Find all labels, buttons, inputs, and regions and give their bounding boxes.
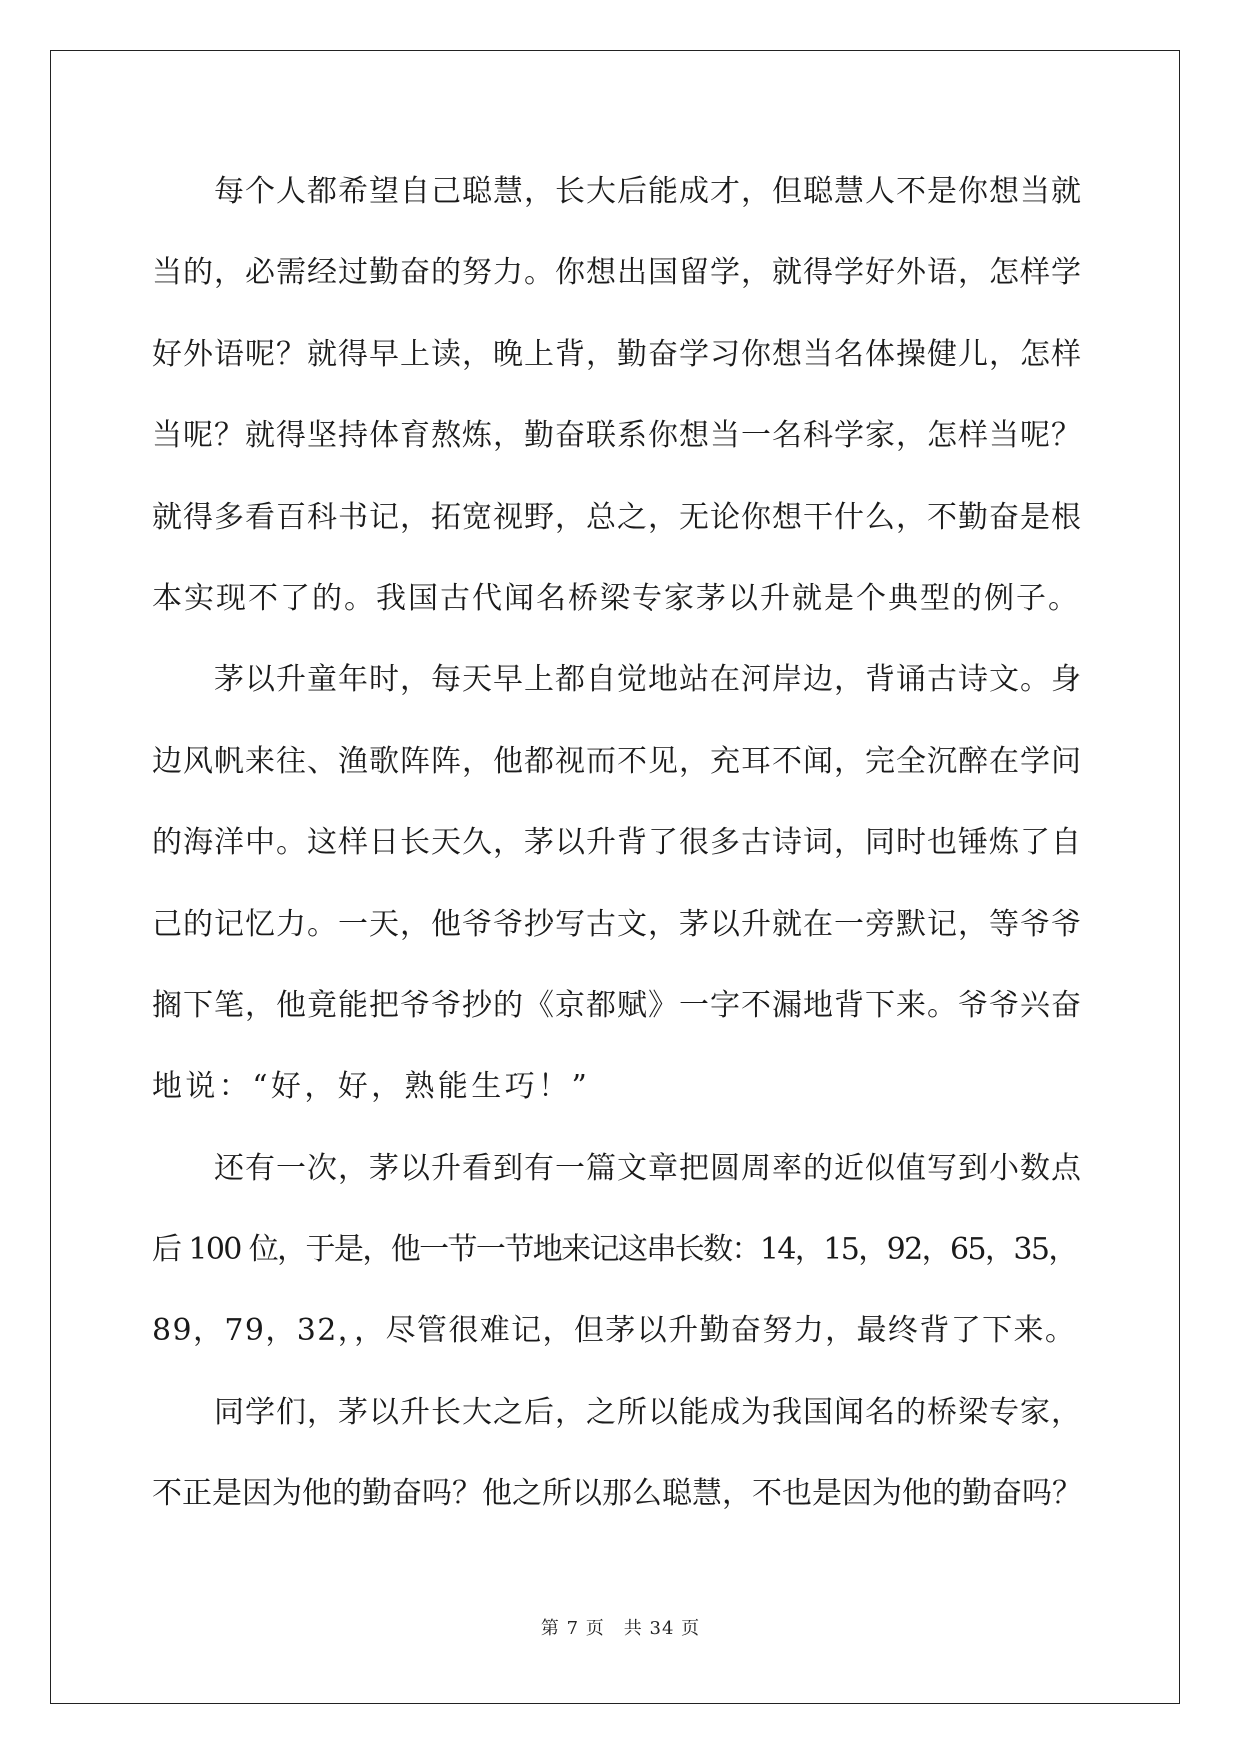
text-line: 89，79，32，，尽管很难记，但茅以升勤奋努力，最终背了下来。: [152, 1313, 1077, 1349]
text-line: 搁下笔，他竟能把爷爷抄的《京都赋》一字不漏地背下来。爷爷兴奋: [152, 987, 1082, 1023]
text-line: 己的记忆力。一天，他爷爷抄写古文，茅以升就在一旁默记，等爷爷: [152, 906, 1082, 942]
text-line: 不正是因为他的勤奋吗？他之所以那么聪慧，不也是因为他的勤奋吗？: [152, 1476, 1082, 1512]
document-body: [152, 162, 1082, 1546]
text-line: 茅以升童年时，每天早上都自觉地站在河岸边，背诵古诗文。身: [214, 662, 1082, 698]
text-line: 就得多看百科书记，拓宽视野，总之，无论你想干什么，不勤奋是根: [152, 499, 1082, 535]
text-line: 同学们，茅以升长大之后，之所以能成为我国闻名的桥梁专家，: [214, 1394, 1082, 1430]
text-line: 后 100 位，于是，他一节一节地来记这串长数：14，15，92，65，35，: [152, 1232, 1077, 1268]
text-line: 本实现不了的。我国古代闻名桥梁专家茅以升就是个典型的例子。: [152, 580, 1080, 616]
page-number-footer: 第 7 页 共 34 页: [540, 1618, 701, 1639]
text-line: 的海洋中。这样日长天久，茅以升背了很多古诗词，同时也锤炼了自: [152, 825, 1082, 861]
text-line: 当的，必需经过勤奋的努力。你想出国留学，就得学好外语，怎样学: [152, 255, 1082, 291]
text-line: 当呢？就得坚持体育熬炼，勤奋联系你想当一名科学家，怎样当呢？: [152, 418, 1082, 454]
text-line: 还有一次，茅以升看到有一篇文章把圆周率的近似值写到小数点: [214, 1150, 1082, 1186]
text-line: 边风帆来往、渔歌阵阵，他都视而不见，充耳不闻，完全沉醉在学问: [152, 743, 1082, 779]
text-line: 好外语呢？就得早上读，晚上背，勤奋学习你想当名体操健儿，怎样: [152, 336, 1082, 372]
text-line: 地说：“好，好，熟能生巧！”: [152, 1069, 591, 1105]
text-line: 每个人都希望自己聪慧，长大后能成才，但聪慧人不是你想当就: [214, 174, 1082, 209]
